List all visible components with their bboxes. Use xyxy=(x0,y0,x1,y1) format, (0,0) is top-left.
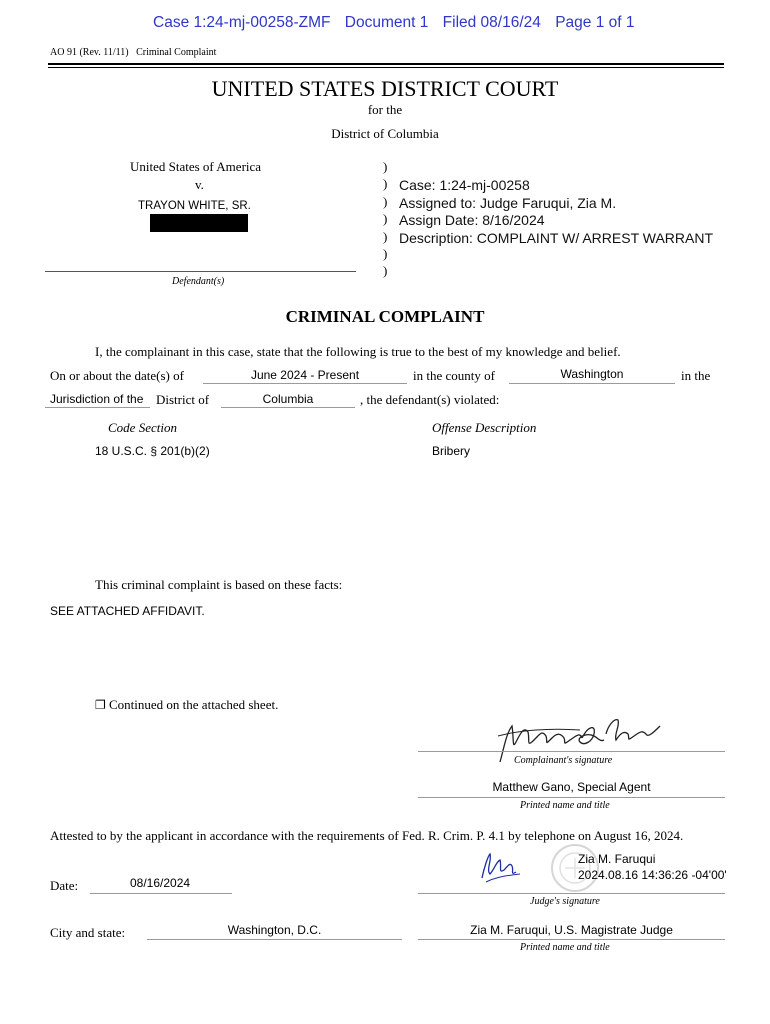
paren: ) xyxy=(383,159,388,174)
stamp-page: Page 1 of 1 xyxy=(555,14,635,31)
county-text: in the county of xyxy=(413,368,495,383)
defendant-underline xyxy=(45,271,356,272)
date-label: Date: xyxy=(50,878,79,893)
city-state-label: City and state: xyxy=(50,925,126,940)
paren: ) xyxy=(383,193,388,209)
defendant-label: Defendant(s) xyxy=(172,276,225,287)
continued-label: Continued on the attached sheet. xyxy=(109,697,279,712)
in-the-text: in the xyxy=(681,368,711,383)
offense-dates: June 2024 - Present xyxy=(250,368,360,382)
offense-description-value: Bribery xyxy=(432,444,471,458)
court-for-the: for the xyxy=(367,102,403,117)
violated-text: , the defendant(s) violated: xyxy=(360,392,500,407)
judge-name-label: Printed name and title xyxy=(520,942,610,953)
complainant-name: Matthew Gano, Special Agent xyxy=(492,780,651,794)
case-number: Case: 1:24-mj-00258 xyxy=(399,177,530,193)
district-text: District of xyxy=(156,392,210,407)
paren: ) xyxy=(383,176,388,192)
continued-checkbox[interactable]: ❐ xyxy=(95,698,106,712)
date-line-prefix: On or about the date(s) of xyxy=(50,368,184,383)
case-description: Description: COMPLAINT W/ ARREST WARRANT xyxy=(399,229,714,246)
city-state-value: Washington, D.C. xyxy=(227,923,322,937)
code-section-value: 18 U.S.C. § 201(b)(2) xyxy=(95,444,210,458)
complainant-signature-line xyxy=(418,751,725,752)
judge-name: Zia M. Faruqui, U.S. Magistrate Judge xyxy=(470,923,673,937)
paren: ) xyxy=(383,228,388,244)
complainant-name-label: Printed name and title xyxy=(520,800,610,811)
digital-signature-timestamp: 2024.08.16 14:36:26 -04'00' xyxy=(578,868,727,882)
form-id: AO 91 (Rev. 11/11) Criminal Complaint xyxy=(50,47,217,58)
jurisdiction-prefix: Jurisdiction of the xyxy=(50,392,144,406)
judge-signature-image xyxy=(476,848,526,886)
complainant-name-line xyxy=(418,797,725,798)
case-info-stamp xyxy=(399,177,713,247)
caption-parens xyxy=(383,158,387,280)
county-underline xyxy=(509,383,675,384)
dates-underline xyxy=(203,383,407,384)
date-underline xyxy=(90,893,232,894)
digital-signature-name: Zia M. Faruqui xyxy=(578,852,656,866)
paren: ) xyxy=(383,263,388,279)
jurisdiction-underline xyxy=(45,407,150,408)
stamp-filed: Filed 08/16/24 xyxy=(442,14,541,31)
defendant-name: TRAYON WHITE, SR. xyxy=(138,200,251,212)
redaction-block xyxy=(150,214,248,232)
city-state-underline xyxy=(147,939,402,940)
header-rule-thick xyxy=(48,63,724,65)
header-rule-thin xyxy=(48,67,724,68)
stamp-case: Case 1:24-mj-00258-ZMF xyxy=(153,14,331,31)
court-district: District of Columbia xyxy=(331,126,439,141)
paren: ) xyxy=(383,246,388,262)
document-heading: CRIMINAL COMPLAINT xyxy=(285,307,485,326)
judge-signature-label: Judge's signature xyxy=(530,896,600,907)
plaintiff: United States of America xyxy=(130,159,262,174)
stamp-document: Document 1 xyxy=(344,14,429,31)
county-value: Washington xyxy=(560,367,624,381)
judge-name-line xyxy=(418,939,725,940)
complainant-signature-label: Complainant's signature xyxy=(514,755,613,766)
assign-date: Assign Date: 8/16/2024 xyxy=(399,212,545,228)
offense-description-header: Offense Description xyxy=(432,420,537,435)
facts-text: SEE ATTACHED AFFIDAVIT. xyxy=(50,604,205,618)
paren: ) xyxy=(383,211,388,227)
versus: v. xyxy=(195,177,204,192)
district-underline xyxy=(221,407,355,408)
court-title: UNITED STATES DISTRICT COURT xyxy=(211,76,559,101)
complainant-statement: I, the complainant in this case, state that the following is true to the best of my knowledge and belief. xyxy=(95,344,621,359)
attestation-text: Attested to by the applicant in accordance with the requirements of Fed. R. Crim. P. 4.1 by telephone on August 16, 2024. xyxy=(50,828,684,843)
date-value: 08/16/2024 xyxy=(130,876,191,890)
continued-row xyxy=(95,697,278,713)
assigned-to: Assigned to: Judge Faruqui, Zia M. xyxy=(399,194,617,211)
header-stamp xyxy=(153,14,635,32)
code-section-header: Code Section xyxy=(108,420,177,435)
district-value: Columbia xyxy=(262,392,314,406)
judge-signature-line xyxy=(418,893,725,894)
facts-label: This criminal complaint is based on these facts: xyxy=(95,577,343,592)
